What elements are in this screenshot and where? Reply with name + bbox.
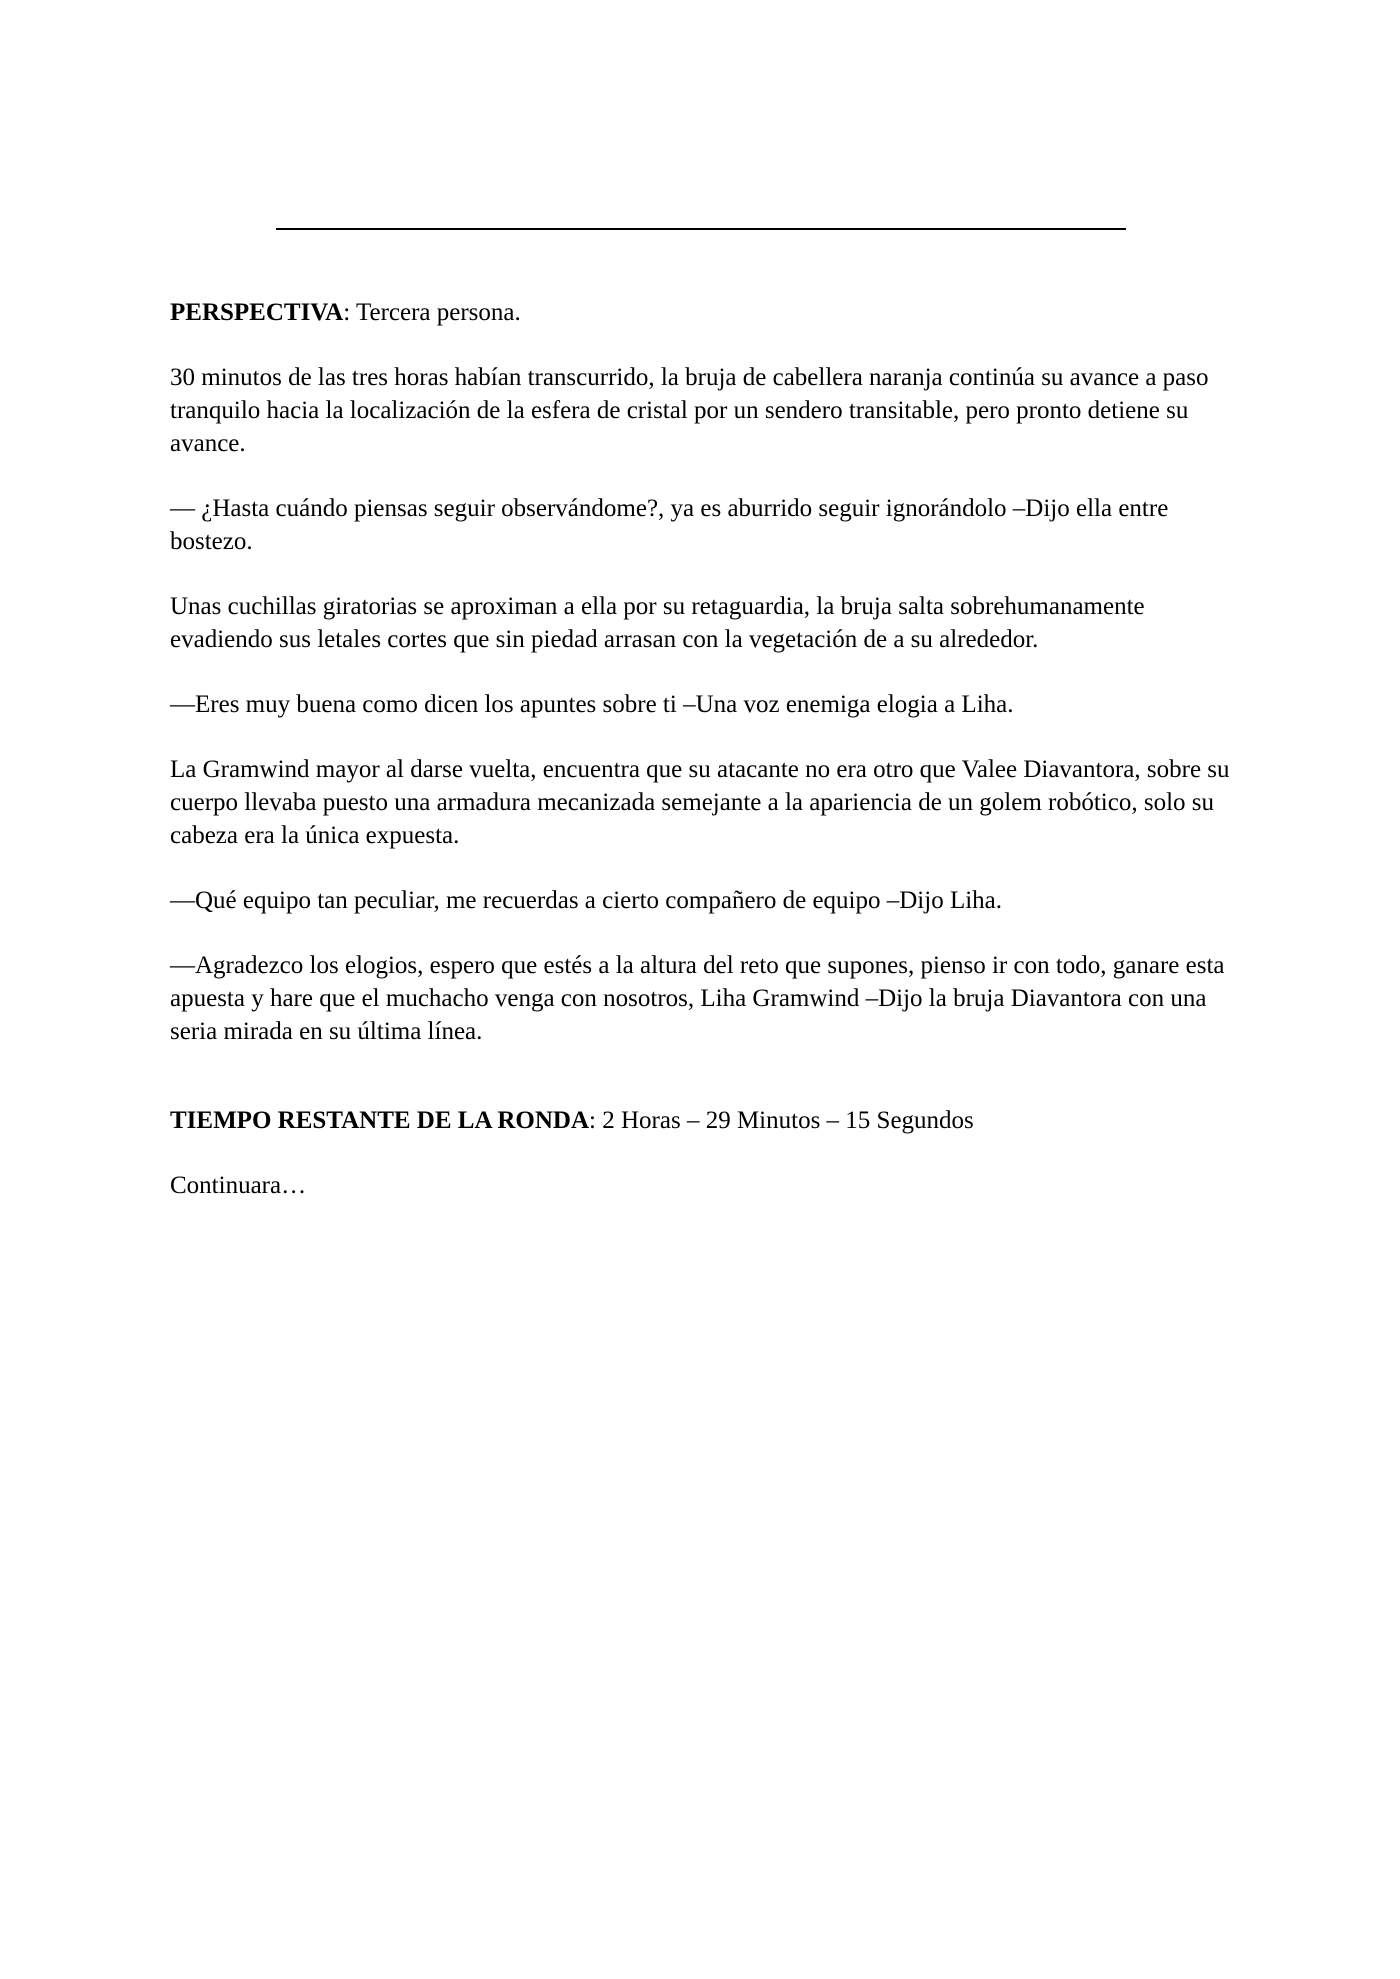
horizontal-rule — [276, 228, 1126, 230]
document-body — [170, 296, 1240, 1234]
time-remaining-line — [170, 1104, 1240, 1137]
paragraph: 30 minutos de las tres horas habían transcurrido, la bruja de cabellera naranja continúa su avance a paso tranquilo hacia la localización de la esfera de cristal por un sendero transitable, pero pronto detiene su avance. — [170, 364, 1209, 457]
paragraph: Unas cuchillas giratorias se aproximan a ella por su retaguardia, la bruja salta sobrehumanamente evadiendo sus letales cortes que sin piedad arrasan con la vegetación de a su alrededor. — [170, 593, 1145, 653]
perspective-label: PERSPECTIVA — [170, 299, 344, 326]
perspective-line — [170, 296, 1240, 329]
time-remaining-value: 2 Horas – 29 Minutos – 15 Segundos — [602, 1107, 974, 1134]
paragraph: —Agradezco los elogios, espero que estés a la altura del reto que supones, pienso ir con todo, ganare esta apuesta y hare que el muchacho venga con nosotros, Liha Gramwind –Dijo la bruja Diavantora con una seria mirada en su última línea. — [170, 952, 1225, 1045]
perspective-separator: : — [343, 299, 356, 326]
time-remaining-separator: : — [589, 1107, 603, 1134]
time-remaining-label: TIEMPO RESTANTE DE LA RONDA — [170, 1107, 590, 1134]
paragraph: —Eres muy buena como dicen los apuntes sobre ti –Una voz enemiga elogia a Liha. — [170, 691, 1014, 718]
paragraph: — ¿Hasta cuándo piensas seguir observándome?, ya es aburrido seguir ignorándolo –Dijo ella entre bostezo. — [170, 495, 1169, 555]
closing-line: Continuara… — [170, 1172, 307, 1199]
perspective-value: Tercera persona. — [355, 299, 521, 326]
paragraph: La Gramwind mayor al darse vuelta, encuentra que su atacante no era otro que Valee Diavantora, sobre su cuerpo llevaba puesto una armadura mecanizada semejante a la apariencia de un golem robótico, solo su cabeza era la única expuesta. — [170, 756, 1230, 849]
paragraph: —Qué equipo tan peculiar, me recuerdas a cierto compañero de equipo –Dijo Liha. — [170, 887, 1003, 914]
